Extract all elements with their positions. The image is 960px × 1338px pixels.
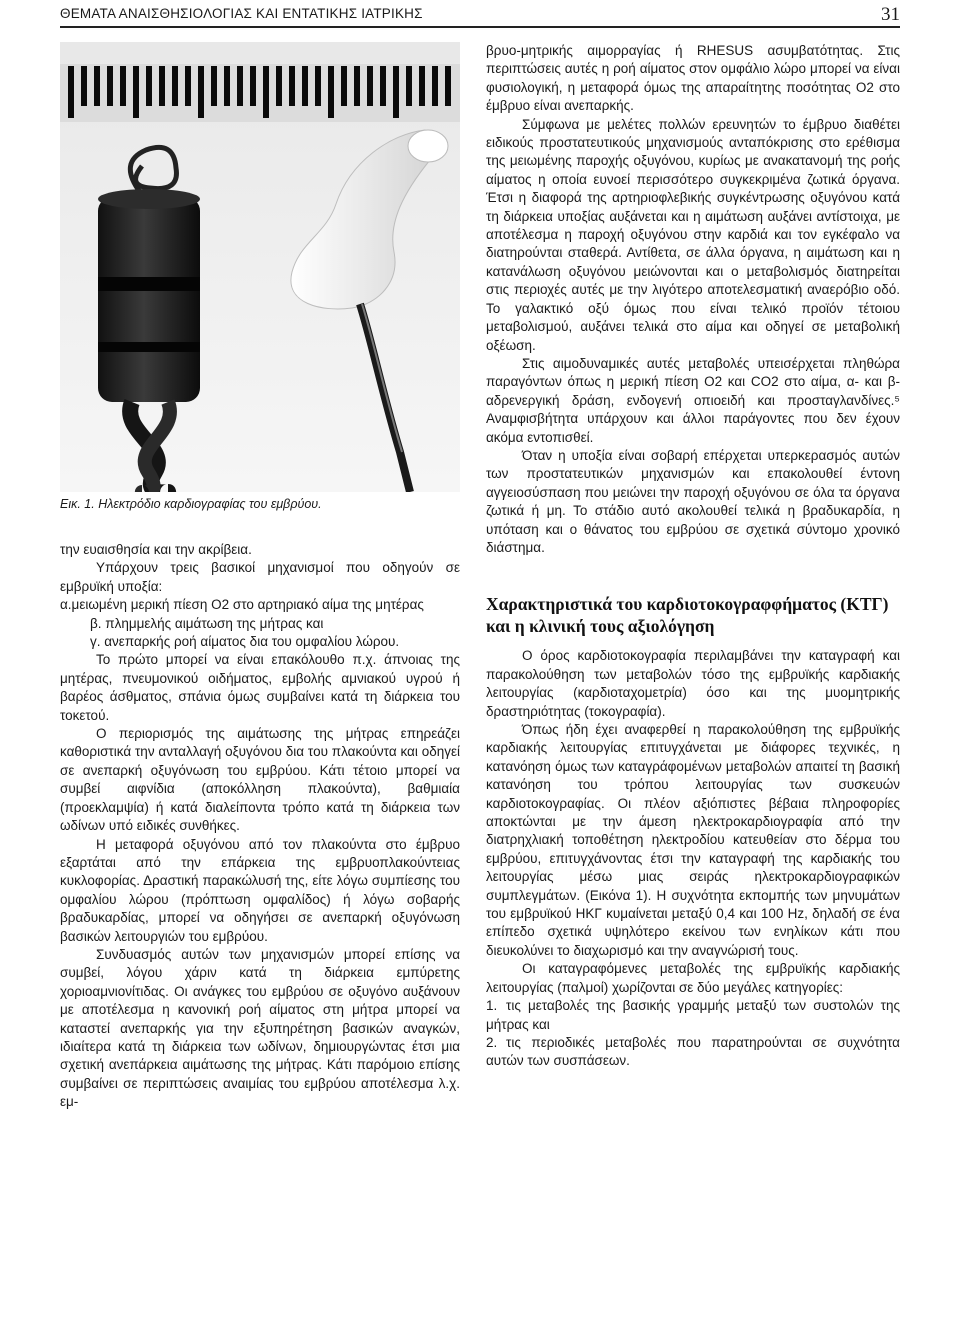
- scale-tick: [406, 66, 412, 106]
- scale-tick: [159, 66, 165, 106]
- paragraph: Το πρώτο μπορεί να είναι επακόλουθο π.χ. άπνοιας της μητέρας, πνευμονικού οιδήματος, εμβολής αμνιακού υγρού ή βαρέος άσθματος, σπάνια όμως συμβαίνει κατά τη διάρκεια του τοκετού.: [60, 652, 460, 723]
- list-number: 2.: [486, 1034, 498, 1050]
- scale-tick: [328, 66, 334, 118]
- journal-title: ΘΕΜΑΤΑ ΑΝΑΙΣΘΗΣΙΟΛΟΓΙΑΣ ΚΑΙ ΕΝΤΑΤΙΚΗΣ ΙΑΤΡΙΚΗΣ: [60, 6, 423, 21]
- list-text: τις περιοδικές μεταβολές που παρατηρούνται σε συχνότητα αυτών των συσπάσεων.: [486, 1034, 900, 1069]
- scale-tick: [445, 66, 451, 106]
- scale-tick: [81, 66, 87, 106]
- scale-tick: [289, 66, 295, 106]
- page-number: 31: [881, 4, 900, 25]
- running-header: [60, 6, 900, 28]
- scale-tick: [120, 66, 126, 106]
- scale-tick: [224, 66, 230, 106]
- scale-tick: [393, 66, 399, 118]
- scale-tick: [146, 66, 152, 106]
- paragraph: Όταν η υποξία είναι σοβαρή επέρχεται υπερκερασμός αυτών των προστατευτικών μηχανισμών και επακολουθεί έντονη αγγειοσύσπαση που μειώνει την παροχή οξυγόνου σε όλα τα όργανα ζωτικά ή μη. Το στάδιο αυτό ακολουθεί τελικά η βραδυκαρδία, η υπόταση και ο θάνατος του εμβρύου σε σχετικά σύντομο χρονικό διάστημα.: [486, 447, 900, 555]
- scale-tick: [185, 66, 191, 106]
- list-item: [486, 1034, 900, 1071]
- section-gap: [486, 557, 900, 593]
- figure-caption: Εικ. 1. Ηλεκτρόδιο καρδιογραφίας του εμβρύου.: [60, 497, 322, 511]
- scale-tick: [107, 66, 113, 106]
- left-column: [60, 541, 460, 1112]
- scale-tick: [263, 66, 269, 118]
- list-item-c: γ. ανεπαρκής ροή αίματος δια του ομφαλίου λώρου.: [90, 634, 400, 650]
- paragraph: Οι καταγραφόμενες μεταβολές της εμβρυϊκής καρδιακής λειτουργίας (παλμοί) χωρίζονται σε δύο μεγάλες κατηγορίες:: [486, 961, 900, 995]
- scale-tick: [380, 66, 386, 106]
- scale-tick: [172, 66, 178, 106]
- scale-tick: [211, 66, 217, 106]
- paragraph: Υπάρχουν τρεις βασικοί μηχανισμοί που οδηγούν σε εμβρυϊκή υποξία:: [60, 560, 460, 594]
- scale-tick: [198, 66, 204, 118]
- list-item: [486, 997, 900, 1034]
- header-rule: [60, 26, 900, 28]
- paragraph: βρυο-μητρικής αιμορραγίας ή RHESUS ασυμβατότητας. Στις περιπτώσεις αυτές η ροή αίματος στον ομφάλιο λώρο μπορεί να είναι φυσιολογική, η μεταφορά όμως της απαραίτητης ποσότητας O2 στο έμβρυο είναι ανεπαρκής.: [486, 43, 900, 114]
- scale-tick: [133, 66, 139, 118]
- paragraph: Ο περιορισμός της αιμάτωσης της μήτρας επηρεάζει καθοριστικά την ανταλλαγή οξυγόνου δια του πλακούντα και οδηγεί σε ανεπαρκή οξυγόνωση του εμβρύου. Κάτι τέτοιο μπορεί να συμβεί αιφνίδια (αποκόλληση πλακούντα), βαθμιαία (προεκλαμψία) ή κατά διαλείποντα τρόπο κατά τη διάρκεια των ωδίνων υπό ειδικές συνθήκες.: [60, 726, 460, 834]
- scale-tick: [341, 66, 347, 106]
- scale-tick: [250, 66, 256, 106]
- paragraph: Όπως ήδη έχει αναφερθεί η παρακολούθηση της εμβρυϊκής καρδιακής λειτουργίας επιτυγχάνεται με διάφορες τεχνικές, η κατανόηση όμως των καταγράφομένων μεταβολών απαιτεί τη βασική κατανόηση του τρόπου λειτουργίας των συσκευών καρδιοτοκογραφίας. Οι πλέον αξιόπιστες βέβαια πληροφορίες αποκτώνται με την άμεση ηλεκτροκαρδιογραφία από την διατρηχλιακή τοποθέτηση ηλεκτροδίου κατευθείαν στο δέρμα του εμβρύου, επιτυγχάνοντας έτσι την καταγραφή της καρδιακής του λειτουργίας μέσω μιας σειράς ηλεκτροκαρδιογραφικών συμπλεγμάτων. (Εικόνα 1). Η συχνότητα εκπομπής των μηνυμάτων του εμβρυϊκού ΗΚΓ κυμαίνεται μεταξύ 0,4 και 100 Hz, δηλαδή σε ένα επίπεδο σχετικά υψηλότερο εκείνου των ενηλίκων κάτι που διευκολύνει το διαχωρισμό και την αναγνώρισή τους.: [486, 722, 900, 958]
- scale-tick: [354, 66, 360, 106]
- scale-tick: [419, 66, 425, 106]
- electrode-photo: [60, 42, 460, 492]
- section-heading: Χαρακτηριστικά του καρδιοτοκογραφφήματος (ΚΤΓ) και η κλινική τους αξιολόγηση: [486, 594, 889, 637]
- right-column: [486, 42, 900, 1071]
- scale-tick: [315, 66, 321, 106]
- list-item-b: β. πλημμελής αιμάτωση της μήτρας και: [90, 615, 324, 631]
- scale-tick: [367, 66, 373, 106]
- paragraph: Σύμφωνα με μελέτες πολλών ερευνητών το έμβρυο διαθέτει ειδικούς προστατευτικούς μηχανισμούς ανταπόκρισης στο ερέθισμα της μειωμένης παροχής οξυγόνου, κυρίως με ανακατανομή της ροής αίματος η οποία ευνοεί περισσότερο συγκεκριμένα ζωτικά όργανα. Έτσι η διαφορά της αρτηριοφλεβικής συγκέντρωσης οξυγόνου κατά τη διάρκεια υποξίας αυξάνεται και η αιμάτωση αυξάνει αντίστοιχα, με αποτέλεσμα η παροχή οξυγόνου στην καρδιά και τον εγκέφαλο να διατηρούνται σταθερά. Αντίθετα, σε άλλα όργανα, η αιμάτωση και η κατανάλωση οξυγόνου μειώνονται και ο μεταβολισμός διατηρείται στις περιοχές αυτές με την λιγότερο αποτελεσματική αναερόβιο οδό. Το γαλακτικό οξύ όμως που είναι τελικό προϊόν τέτοιου μεταβολισμού, αυξάνει τελικά στο αίμα και οδηγεί σε μεταβολική οξέωση.: [486, 116, 900, 353]
- list-text: τις μεταβολές της βασικής γραμμής μεταξύ των συστολών της μήτρας και: [486, 998, 900, 1032]
- scale-tick: [302, 66, 308, 106]
- paragraph: Συνδυασμός αυτών των μηχανισμών μπορεί επίσης να συμβεί, λόγου χάριν κατά τη διάρκεια εμπύρετης χοριοαμνιονίτιδας. Οι ανάγκες του εμβρύου σε οξυγόνο αυξάνουν με αποτέλεσμα η κανονική ροή αίματος στη μήτρα μπορεί να καταστεί ανεπαρκής για την εξυπηρέτηση βασικών αναγκών, ιδιαίτερα κατά τη διάρκεια των ωδίνων, δημιουργώντας έτσι μια σχετική ανεπάρκεια αιμάτωσης της μήτρας. Κάτι παρόμοιο επίσης συμβαίνει σε περιπτώσεις αναιμίας του εμβρύου αποτέλεσμα λ.χ. εμ-: [60, 946, 460, 1110]
- scale-tick: [68, 66, 74, 118]
- paragraph: Η μεταφορά οξυγόνου από τον πλακούντα στο έμβρυο εξαρτάται από την επάρκεια της εμβρυοπλακούντειας κυκλοφορίας. Δραστική παρακώλυσή της, είτε λόγω συμπίεσης του ομφαλίου λώρου (πρόπτωση ομφαλίδος) ή λόγω σοβαρής βραδυκαρδίας, μπορεί να οδηγήσει σε ανεπαρκή οξυγόνωση βασικών λειτουργιών του εμβρύου.: [60, 836, 460, 944]
- electrode-illustration: [60, 42, 460, 492]
- continued-text: την ευαισθησία και την ακρίβεια.: [60, 542, 252, 557]
- scale-tick: [237, 66, 243, 106]
- scale-tick: [276, 66, 282, 106]
- scale-tick: [94, 66, 100, 106]
- paragraph: Ο όρος καρδιοτοκογραφία περιλαμβάνει την καταγραφή και παρακολούθηση των μεταβολών τόσο της εμβρυϊκής καρδιακής λειτουργίας (καρδιοταχομετρία) όσο και της μυομητρικής δραστηριότητας (τοκογραφία).: [486, 648, 900, 719]
- list-number: 1.: [486, 998, 498, 1014]
- scale-tick: [432, 66, 438, 106]
- paragraph: Στις αιμοδυναμικές αυτές μεταβολές υπεισέρχεται πληθώρα παραγόντων όπως η μερική πίεση O2 και CO2 στο αίμα, α- και β- αδρενεργική δράση, ενδογενή οπιοειδή και προσταγλανδίνες.⁵ Αναμφισβήτητα υπάρχουν και άλλοι παράγοντες που δεν έχουν ακόμα εντοπισθεί.: [486, 355, 900, 445]
- list-item-a: α.μειωμένη μερική πίεση O2 στο αρτηριακό αίμα της μητέρας: [60, 597, 424, 613]
